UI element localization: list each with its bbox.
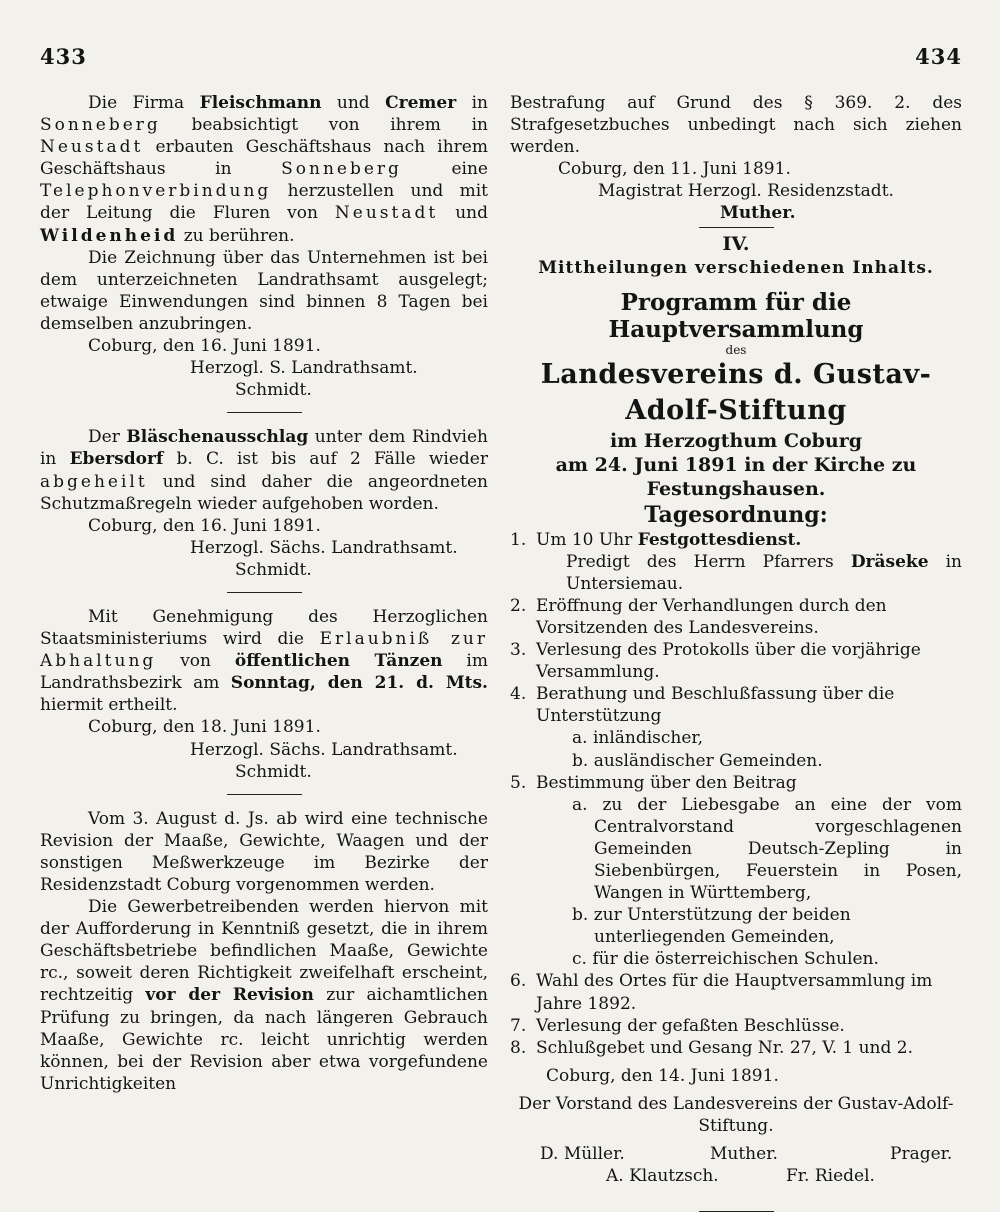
program-article: des xyxy=(725,342,747,357)
program-region: im Herzogthum Coburg xyxy=(609,429,863,452)
agenda-subitem: a. zu der Liebesgabe an eine der vom Centralvorstand vorgeschlagenen Gemeinden Deutsch-Zepling in Siebenbürgen, Feuerstein in Posen, Wangen in Württemberg, xyxy=(572,794,962,904)
continued-paragraph: Bestrafung auf Grund des § 369. 2. des Strafgesetzbuches unbedingt nach sich ziehen werden. xyxy=(510,93,962,158)
notice-signature: Schmidt. xyxy=(235,761,312,782)
notice-paragraph: Der Bläschenausschlag unter dem Rindvieh in Ebersdorf b. C. ist bis auf 2 Fälle wieder abgeheilt und sind daher die angeordneten Schutzmaßregeln wieder aufgehoben worden. xyxy=(40,427,488,514)
notice-weights-revision xyxy=(40,808,488,1095)
program-title: Programm für die Hauptversammlung xyxy=(608,288,864,343)
notice-signature: Schmidt. xyxy=(235,559,312,580)
signers-row-2 xyxy=(510,1165,962,1187)
section-number: IV. xyxy=(722,232,750,255)
signer: D. Müller. xyxy=(540,1144,625,1165)
agenda-subitem: Predigt des Herrn Pfarrers Dräseke in Untersiemau. xyxy=(566,551,962,594)
agenda-item: 7. Verlesung der gefaßten Beschlüsse. xyxy=(510,1015,845,1036)
agenda-item: 4. Berathung und Beschlußfassung über die Unterstützung xyxy=(510,684,895,727)
notice-office: Herzogl. Sächs. Landrathsamt. xyxy=(190,537,458,558)
notice-signature: Muther. xyxy=(720,203,796,224)
page-number-left: 433 xyxy=(40,44,87,69)
notice-telephone xyxy=(40,92,488,401)
notice-paragraph: Vom 3. August d. Js. ab wird eine technische Revision der Maaße, Gewichte, Waagen und der sonstigen Meßwerkzeuge im Bezirke der Residenzstadt Coburg vorgenommen werden. xyxy=(40,808,488,895)
agenda-subitem: c. für die österreichischen Schulen. xyxy=(572,949,879,970)
notice-office: Magistrat Herzogl. Residenzstadt. xyxy=(598,181,894,202)
notice-date: Coburg, den 18. Juni 1891. xyxy=(88,717,321,738)
agenda-subitem: b. zur Unterstützung der beiden unterliegenden Gemeinden, xyxy=(572,905,851,948)
divider xyxy=(227,592,302,593)
agenda-subitem: a. inländischer, xyxy=(572,728,704,749)
notice-paragraph: Die Firma Fleischmann und Cremer in Sonneberg beabsichtigt von ihrem in Neustadt erbauten Geschäftshaus nach ihrem Geschäftshaus in Sonneberg eine Telephonverbindung herzustellen und mit der Leitung die Fluren von Neustadt und Wildenheid zu berühren. xyxy=(40,93,488,246)
signer: Prager. xyxy=(890,1144,953,1165)
agenda-item: 3. Verlesung des Protokolls über die vorjährige Versammlung. xyxy=(510,640,921,683)
agenda-item: 5. Bestimmung über den Beitrag xyxy=(510,772,797,793)
notice-date: Coburg, den 16. Juni 1891. xyxy=(88,336,321,357)
board-line: Der Vorstand des Landesvereins der Gustav-Adolf-Stiftung. xyxy=(518,1093,954,1136)
agenda-item: 8. Schlußgebet und Gesang Nr. 27, V. 1 und 2. xyxy=(510,1037,914,1058)
agenda-subitem: b. ausländischer Gemeinden. xyxy=(572,750,823,771)
notice-office: Herzogl. S. Landrathsamt. xyxy=(190,358,418,379)
program-association: Landesvereins d. Gustav-Adolf-Stiftung xyxy=(540,358,932,426)
section-title: Mittheilungen verschiedenen Inhalts. xyxy=(538,257,934,278)
right-column xyxy=(510,92,962,1212)
agenda-item: 1. Um 10 Uhr Festgottesdienst. xyxy=(510,529,802,550)
notice-paragraph: Mit Genehmigung des Herzoglichen Staatsministeriums wird die Erlaubniß zur Abhaltung von öffentlichen Tänzen im Landrathsbezirk am Sonntag, den 21. d. Mts. hiermit ertheilt. xyxy=(40,606,488,716)
notice-dances xyxy=(40,606,488,783)
notice-date: Coburg, den 16. Juni 1891. xyxy=(88,515,321,536)
left-column xyxy=(40,92,488,1095)
notice-office: Herzogl. Sächs. Landrathsamt. xyxy=(190,739,458,760)
notice-paragraph: Die Gewerbetreibenden werden hiervon mit der Aufforderung in Kenntniß gesetzt, die in ihrem Geschäftsbetriebe befindlichen Maaße, Gewichte rc., soweit deren Richtigkeit zweifelhaft erscheint, rechtzeitig vor der Revision zur aichamtlichen Prüfung zu bringen, da nach längeren Gebrauch Maaße, Gewichte rc. leicht unrichtig werden können, bei der Revision aber etwa vorgefundene Unrichtigkeiten xyxy=(40,897,489,1094)
signer: A. Klautzsch. xyxy=(606,1166,719,1187)
page-number-right: 434 xyxy=(915,44,962,69)
agenda-item: 2. Eröffnung der Verhandlungen durch den Vorsitzenden des Landesvereins. xyxy=(510,595,887,638)
signer: Fr. Riedel. xyxy=(786,1166,875,1187)
notice-date: Coburg, den 11. Juni 1891. xyxy=(558,159,791,180)
agenda-title: Tagesordnung: xyxy=(644,501,828,528)
divider xyxy=(227,412,302,413)
signers-row-1 xyxy=(510,1143,962,1165)
notice-date: Coburg, den 14. Juni 1891. xyxy=(546,1065,779,1086)
notice-paragraph: Die Zeichnung über das Unternehmen ist bei dem unterzeichneten Landrathsamt ausgelegt; etwaige Einwendungen sind binnen 8 Tagen bei demselben anzubringen. xyxy=(40,247,488,334)
agenda-item: 6. Wahl des Ortes für die Hauptversammlung im Jahre 1892. xyxy=(510,971,933,1014)
signer: Muther. xyxy=(710,1144,778,1165)
divider xyxy=(227,794,302,795)
notice-livestock xyxy=(40,426,488,581)
program-date: am 24. Juni 1891 in der Kirche zu xyxy=(555,453,917,476)
program-place: Festungshausen. xyxy=(646,477,826,500)
agenda-list xyxy=(510,529,962,1059)
notice-signature: Schmidt. xyxy=(235,380,312,401)
divider xyxy=(699,227,774,228)
